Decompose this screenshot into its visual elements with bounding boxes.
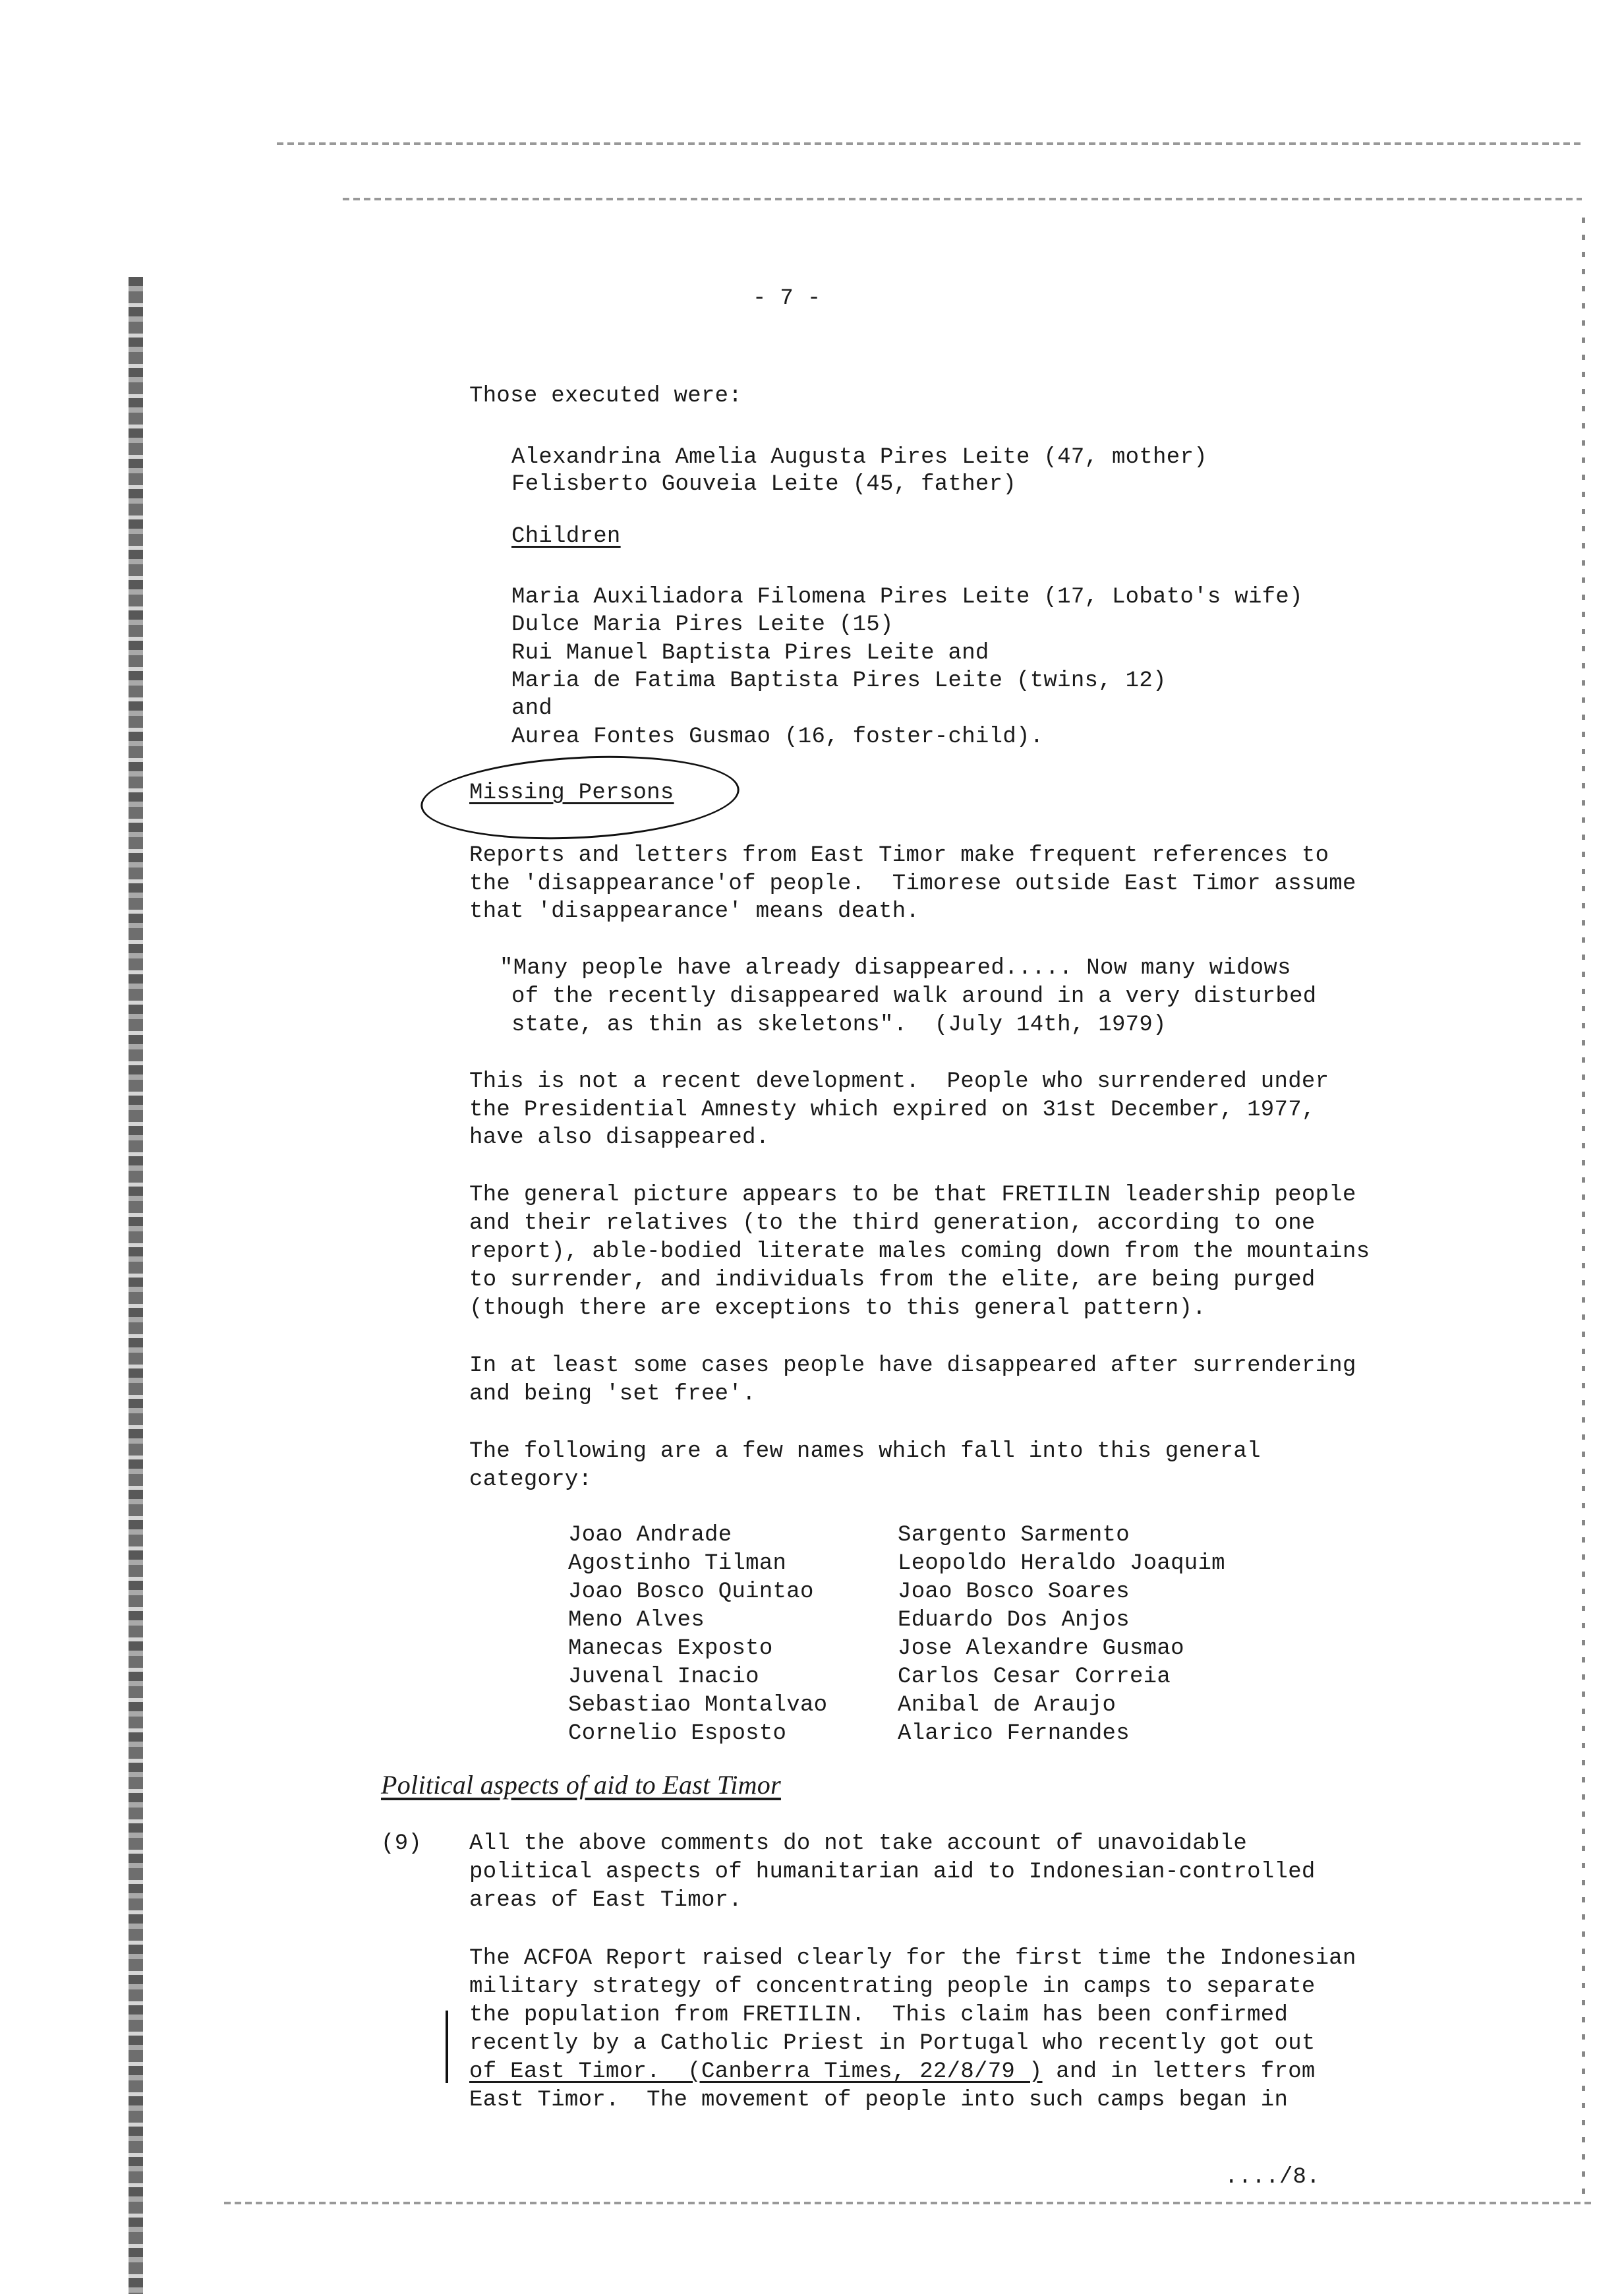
scan-edge-right <box>1582 218 1585 2195</box>
paragraph-line: East Timor. The movement of people into such camps began in <box>469 2088 1289 2113</box>
paragraph-line: category: <box>469 1467 593 1492</box>
paragraph-line: All the above comments do not take account of unavoidable <box>469 1831 1248 1856</box>
child-name: and <box>511 696 553 721</box>
missing-name: Joao Bosco Soares <box>898 1579 1130 1604</box>
paragraph-line: military strategy of concentrating people in camps to separate <box>469 1974 1316 1999</box>
scan-line-top-2 <box>343 198 1582 200</box>
paragraph-fragment: and in letters from <box>1042 2059 1316 2084</box>
paragraph-line: The general picture appears to be that FRETILIN leadership people <box>469 1183 1356 1208</box>
paragraph-line: the 'disappearance'of people. Timorese outside East Timor assume <box>469 871 1356 897</box>
paragraph-line: the population from FRETILIN. This claim has been confirmed <box>469 2003 1289 2028</box>
missing-name: Carlos Cesar Correia <box>898 1664 1171 1690</box>
scan-line-bottom <box>224 2202 1595 2204</box>
children-heading: Children <box>511 524 621 549</box>
missing-name: Jose Alexandre Gusmao <box>898 1636 1184 1661</box>
missing-name: Juvenal Inacio <box>568 1664 759 1690</box>
paragraph-line: areas of East Timor. <box>469 1888 743 1913</box>
paragraph-line: the Presidential Amnesty which expired on 31st December, 1977, <box>469 1098 1316 1123</box>
missing-name: Sebastiao Montalvao <box>568 1693 828 1718</box>
section-number: (9) <box>381 1831 422 1856</box>
paragraph-line: political aspects of humanitarian aid to Indonesian-controlled <box>469 1860 1316 1885</box>
missing-name: Joao Bosco Quintao <box>568 1579 814 1604</box>
paragraph-line: In at least some cases people have disappeared after surrendering <box>469 1353 1356 1378</box>
missing-name: Cornelio Esposto <box>568 1721 787 1746</box>
quote-line: of the recently disappeared walk around in a very disturbed <box>511 984 1317 1009</box>
paragraph-line <box>469 2058 1316 2086</box>
missing-persons-heading: Missing Persons <box>469 780 674 806</box>
missing-name: Manecas Exposto <box>568 1636 773 1661</box>
scan-line-top-1 <box>277 142 1582 145</box>
continuation-marker: ..../8. <box>1225 2165 1320 2190</box>
child-name: Aurea Fontes Gusmao (16, foster-child). <box>511 724 1044 750</box>
missing-name: Alarico Fernandes <box>898 1721 1130 1746</box>
child-name: Maria de Fatima Baptista Pires Leite (twins, 12) <box>511 668 1167 693</box>
quote-line: "Many people have already disappeared..... Now many widows <box>500 956 1291 981</box>
scan-edge-left <box>129 277 143 2294</box>
paragraph-line: recently by a Catholic Priest in Portugal who recently got out <box>469 2031 1316 2056</box>
missing-name: Agostinho Tilman <box>568 1551 787 1576</box>
citation: of East Timor. (Canberra Times, 22/8/79 ) <box>469 2059 1043 2084</box>
paragraph-line: report), able-bodied literate males coming down from the mountains <box>469 1239 1370 1264</box>
paragraph-line: This is not a recent development. People who surrendered under <box>469 1069 1329 1094</box>
child-name: Rui Manuel Baptista Pires Leite and <box>511 641 989 666</box>
paragraph-line: that 'disappearance' means death. <box>469 899 920 924</box>
missing-name: Leopoldo Heraldo Joaquim <box>898 1551 1225 1576</box>
executed-name: Alexandrina Amelia Augusta Pires Leite (47, mother) <box>511 445 1207 470</box>
missing-name: Joao Andrade <box>568 1523 732 1548</box>
paragraph-line: The following are a few names which fall into this general <box>469 1439 1261 1464</box>
paragraph-line: and their relatives (to the third generation, according to one <box>469 1211 1316 1236</box>
missing-name: Eduardo Dos Anjos <box>898 1608 1130 1633</box>
section-heading: Political aspects of aid to East Timor <box>381 1770 781 1800</box>
paragraph-line: have also disappeared. <box>469 1125 770 1150</box>
missing-name: Anibal de Araujo <box>898 1693 1116 1718</box>
quote-line: state, as thin as skeletons". (July 14th, 1979) <box>511 1013 1167 1038</box>
margin-mark <box>446 2011 448 2083</box>
paragraph-line: to surrender, and individuals from the elite, are being purged <box>469 1268 1316 1293</box>
missing-name: Meno Alves <box>568 1608 705 1633</box>
missing-name: Sargento Sarmento <box>898 1523 1130 1548</box>
executed-name: Felisberto Gouveia Leite (45, father) <box>511 472 1017 497</box>
child-name: Dulce Maria Pires Leite (15) <box>511 612 894 637</box>
paragraph-line: The ACFOA Report raised clearly for the first time the Indonesian <box>469 1946 1356 1971</box>
paragraph-line: and being 'set free'. <box>469 1382 756 1407</box>
page-number: - 7 - <box>753 286 821 311</box>
child-name: Maria Auxiliadora Filomena Pires Leite (17, Lobato's wife) <box>511 585 1303 610</box>
intro-line: Those executed were: <box>469 384 743 409</box>
paragraph-line: (though there are exceptions to this general pattern). <box>469 1296 1206 1321</box>
paragraph-line: Reports and letters from East Timor make frequent references to <box>469 843 1329 868</box>
